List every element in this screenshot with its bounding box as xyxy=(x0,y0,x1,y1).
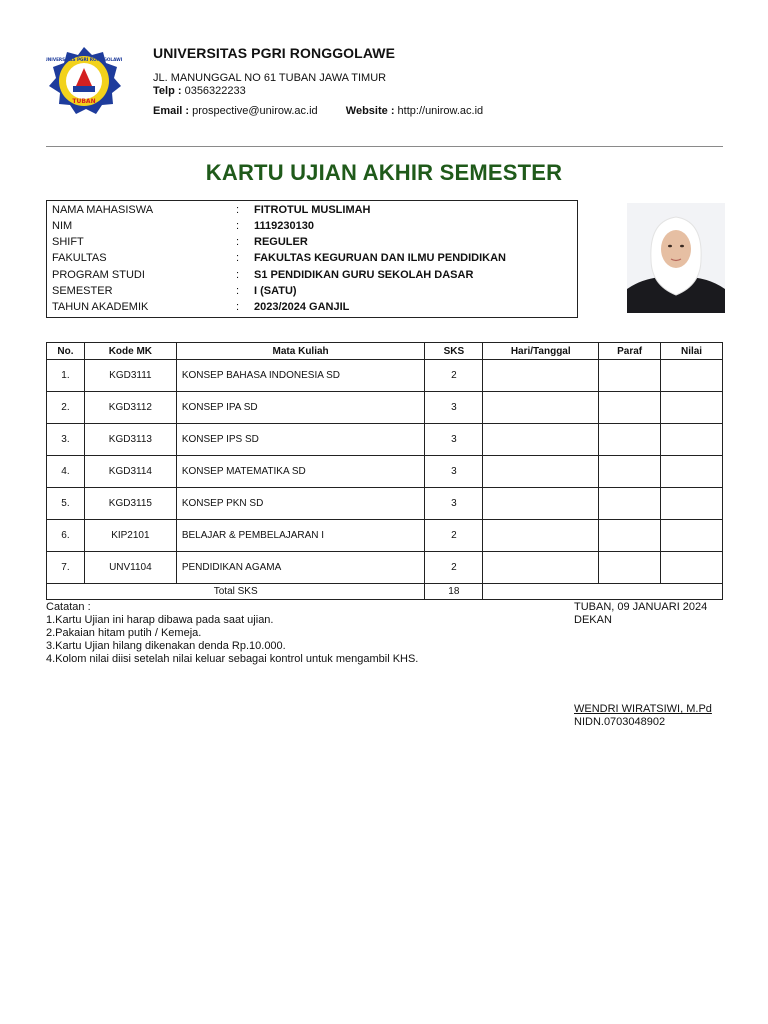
cell-nilai xyxy=(661,424,723,456)
note-item: 4.Kolom nilai diisi setelah nilai keluar sebagai kontrol untuk mengambil KHS. xyxy=(46,653,419,665)
course-table xyxy=(46,342,723,600)
col-header-paraf: Paraf xyxy=(599,343,661,360)
cell-sks: 3 xyxy=(425,424,483,456)
info-separator: : xyxy=(236,204,240,216)
info-value: 1119230130 xyxy=(254,220,314,232)
info-row-nim xyxy=(52,218,572,234)
logo-text-top: UNIVERSITAS PGRI RONGGOLAWE xyxy=(46,57,122,62)
info-separator: : xyxy=(236,301,240,313)
table-row xyxy=(47,392,723,424)
info-label: TAHUN AKADEMIK xyxy=(52,301,149,313)
cell-nilai xyxy=(661,360,723,392)
cell-paraf xyxy=(599,424,661,456)
university-logo xyxy=(46,46,122,116)
info-row-tahun xyxy=(52,299,572,315)
info-row-semester xyxy=(52,283,572,299)
total-empty-cell xyxy=(483,584,723,600)
info-value: FAKULTAS KEGURUAN DAN ILMU PENDIDIKAN xyxy=(254,252,506,264)
cell-nilai xyxy=(661,488,723,520)
table-row xyxy=(47,488,723,520)
cell-paraf xyxy=(599,392,661,424)
cell-kode: KGD3115 xyxy=(84,488,176,520)
cell-hari-tanggal xyxy=(483,520,599,552)
signer-nidn: NIDN.0703048902 xyxy=(574,716,666,728)
info-label: FAKULTAS xyxy=(52,252,107,264)
cell-mata-kuliah: KONSEP BAHASA INDONESIA SD xyxy=(176,360,425,392)
info-separator: : xyxy=(236,285,240,297)
cell-paraf xyxy=(599,552,661,584)
cell-sks: 3 xyxy=(425,392,483,424)
cell-no: 5. xyxy=(47,488,85,520)
info-label: PROGRAM STUDI xyxy=(52,269,145,281)
cell-kode: KGD3113 xyxy=(84,424,176,456)
info-label: SEMESTER xyxy=(52,285,113,297)
col-header-sks: SKS xyxy=(425,343,483,360)
table-row xyxy=(47,520,723,552)
info-value: S1 PENDIDIKAN GURU SEKOLAH DASAR xyxy=(254,269,474,281)
cell-no: 2. xyxy=(47,392,85,424)
website-value[interactable]: http://unirow.ac.id xyxy=(397,105,484,117)
signature-block xyxy=(574,601,707,627)
info-separator: : xyxy=(236,269,240,281)
info-row-nama xyxy=(52,202,572,218)
table-row xyxy=(47,424,723,456)
info-label: NAMA MAHASISWA xyxy=(52,204,154,216)
cell-hari-tanggal xyxy=(483,488,599,520)
cell-no: 6. xyxy=(47,520,85,552)
cell-sks: 2 xyxy=(425,552,483,584)
info-label: SHIFT xyxy=(52,236,84,248)
cell-kode: UNV1104 xyxy=(84,552,176,584)
cell-no: 7. xyxy=(47,552,85,584)
cell-paraf xyxy=(599,360,661,392)
header-divider xyxy=(46,146,723,147)
col-header-mata-kuliah: Mata Kuliah xyxy=(176,343,425,360)
col-header-nilai: Nilai xyxy=(661,343,723,360)
cell-no: 1. xyxy=(47,360,85,392)
cell-paraf xyxy=(599,456,661,488)
cell-paraf xyxy=(599,520,661,552)
info-separator: : xyxy=(236,252,240,264)
cell-mata-kuliah: KONSEP IPA SD xyxy=(176,392,425,424)
info-value: REGULER xyxy=(254,236,308,248)
notes-heading: Catatan : xyxy=(46,601,91,613)
table-row xyxy=(47,360,723,392)
cell-kode: KGD3114 xyxy=(84,456,176,488)
info-separator: : xyxy=(236,236,240,248)
cell-hari-tanggal xyxy=(483,360,599,392)
signer-name: WENDRI WIRATSIWI, M.Pd xyxy=(574,703,712,715)
cell-kode: KGD3112 xyxy=(84,392,176,424)
table-header-row xyxy=(47,343,723,360)
info-value: FITROTUL MUSLIMAH xyxy=(254,204,371,216)
note-item: 1.Kartu Ujian ini harap dibawa pada saat ujian. xyxy=(46,614,274,626)
cell-sks: 3 xyxy=(425,456,483,488)
info-row-prodi xyxy=(52,267,572,283)
col-header-hari-tanggal: Hari/Tanggal xyxy=(483,343,599,360)
cell-hari-tanggal xyxy=(483,392,599,424)
cell-hari-tanggal xyxy=(483,552,599,584)
email-value[interactable]: prospective@unirow.ac.id xyxy=(192,105,318,117)
cell-paraf xyxy=(599,488,661,520)
info-separator: : xyxy=(236,220,240,232)
col-header-kode: Kode MK xyxy=(84,343,176,360)
cell-mata-kuliah: BELAJAR & PEMBELAJARAN I xyxy=(176,520,425,552)
cell-no: 4. xyxy=(47,456,85,488)
document-title: KARTU UJIAN AKHIR SEMESTER xyxy=(205,160,563,185)
col-header-no: No. xyxy=(47,343,85,360)
cell-mata-kuliah: PENDIDIKAN AGAMA xyxy=(176,552,425,584)
university-name: UNIVERSITAS PGRI RONGGOLAWE xyxy=(153,45,396,61)
cell-mata-kuliah: KONSEP IPS SD xyxy=(176,424,425,456)
cell-mata-kuliah: KONSEP PKN SD xyxy=(176,488,425,520)
signer-role: DEKAN xyxy=(574,614,612,626)
cell-kode: KGD3111 xyxy=(84,360,176,392)
cell-nilai xyxy=(661,456,723,488)
info-value: I (SATU) xyxy=(254,285,297,297)
signer-block xyxy=(574,703,712,729)
cell-hari-tanggal xyxy=(483,424,599,456)
telp-label: Telp : xyxy=(153,85,182,97)
note-item: 3.Kartu Ujian hilang dikenakan denda Rp.10.000. xyxy=(46,640,286,652)
telp-line xyxy=(153,85,246,97)
cell-kode: KIP2101 xyxy=(84,520,176,552)
table-row xyxy=(47,552,723,584)
table-row xyxy=(47,456,723,488)
university-address: JL. MANUNGGAL NO 61 TUBAN JAWA TIMUR xyxy=(153,72,387,84)
note-item: 2.Pakaian hitam putih / Kemeja. xyxy=(46,627,202,639)
telp-value: 0356322233 xyxy=(184,85,246,97)
cell-nilai xyxy=(661,552,723,584)
notes-section xyxy=(46,601,418,666)
cell-sks: 2 xyxy=(425,360,483,392)
total-sks-value: 18 xyxy=(425,584,483,600)
cell-no: 3. xyxy=(47,424,85,456)
contact-line xyxy=(153,105,483,117)
total-sks-label: Total SKS xyxy=(47,584,425,600)
cell-nilai xyxy=(661,520,723,552)
info-row-fakultas xyxy=(52,250,572,266)
cell-sks: 3 xyxy=(425,488,483,520)
place-date: TUBAN, 09 JANUARI 2024 xyxy=(574,601,708,613)
info-label: NIM xyxy=(52,220,73,232)
info-value: 2023/2024 GANJIL xyxy=(254,301,350,313)
email-label: Email : xyxy=(153,105,190,117)
info-row-shift xyxy=(52,234,572,250)
website-label: Website : xyxy=(345,105,395,117)
cell-sks: 2 xyxy=(425,520,483,552)
student-info-box xyxy=(46,200,578,318)
student-photo xyxy=(627,203,725,313)
cell-nilai xyxy=(661,392,723,424)
cell-mata-kuliah: KONSEP MATEMATIKA SD xyxy=(176,456,425,488)
table-total-row xyxy=(47,584,723,600)
logo-text-bottom: TUBAN xyxy=(72,98,96,105)
cell-hari-tanggal xyxy=(483,456,599,488)
